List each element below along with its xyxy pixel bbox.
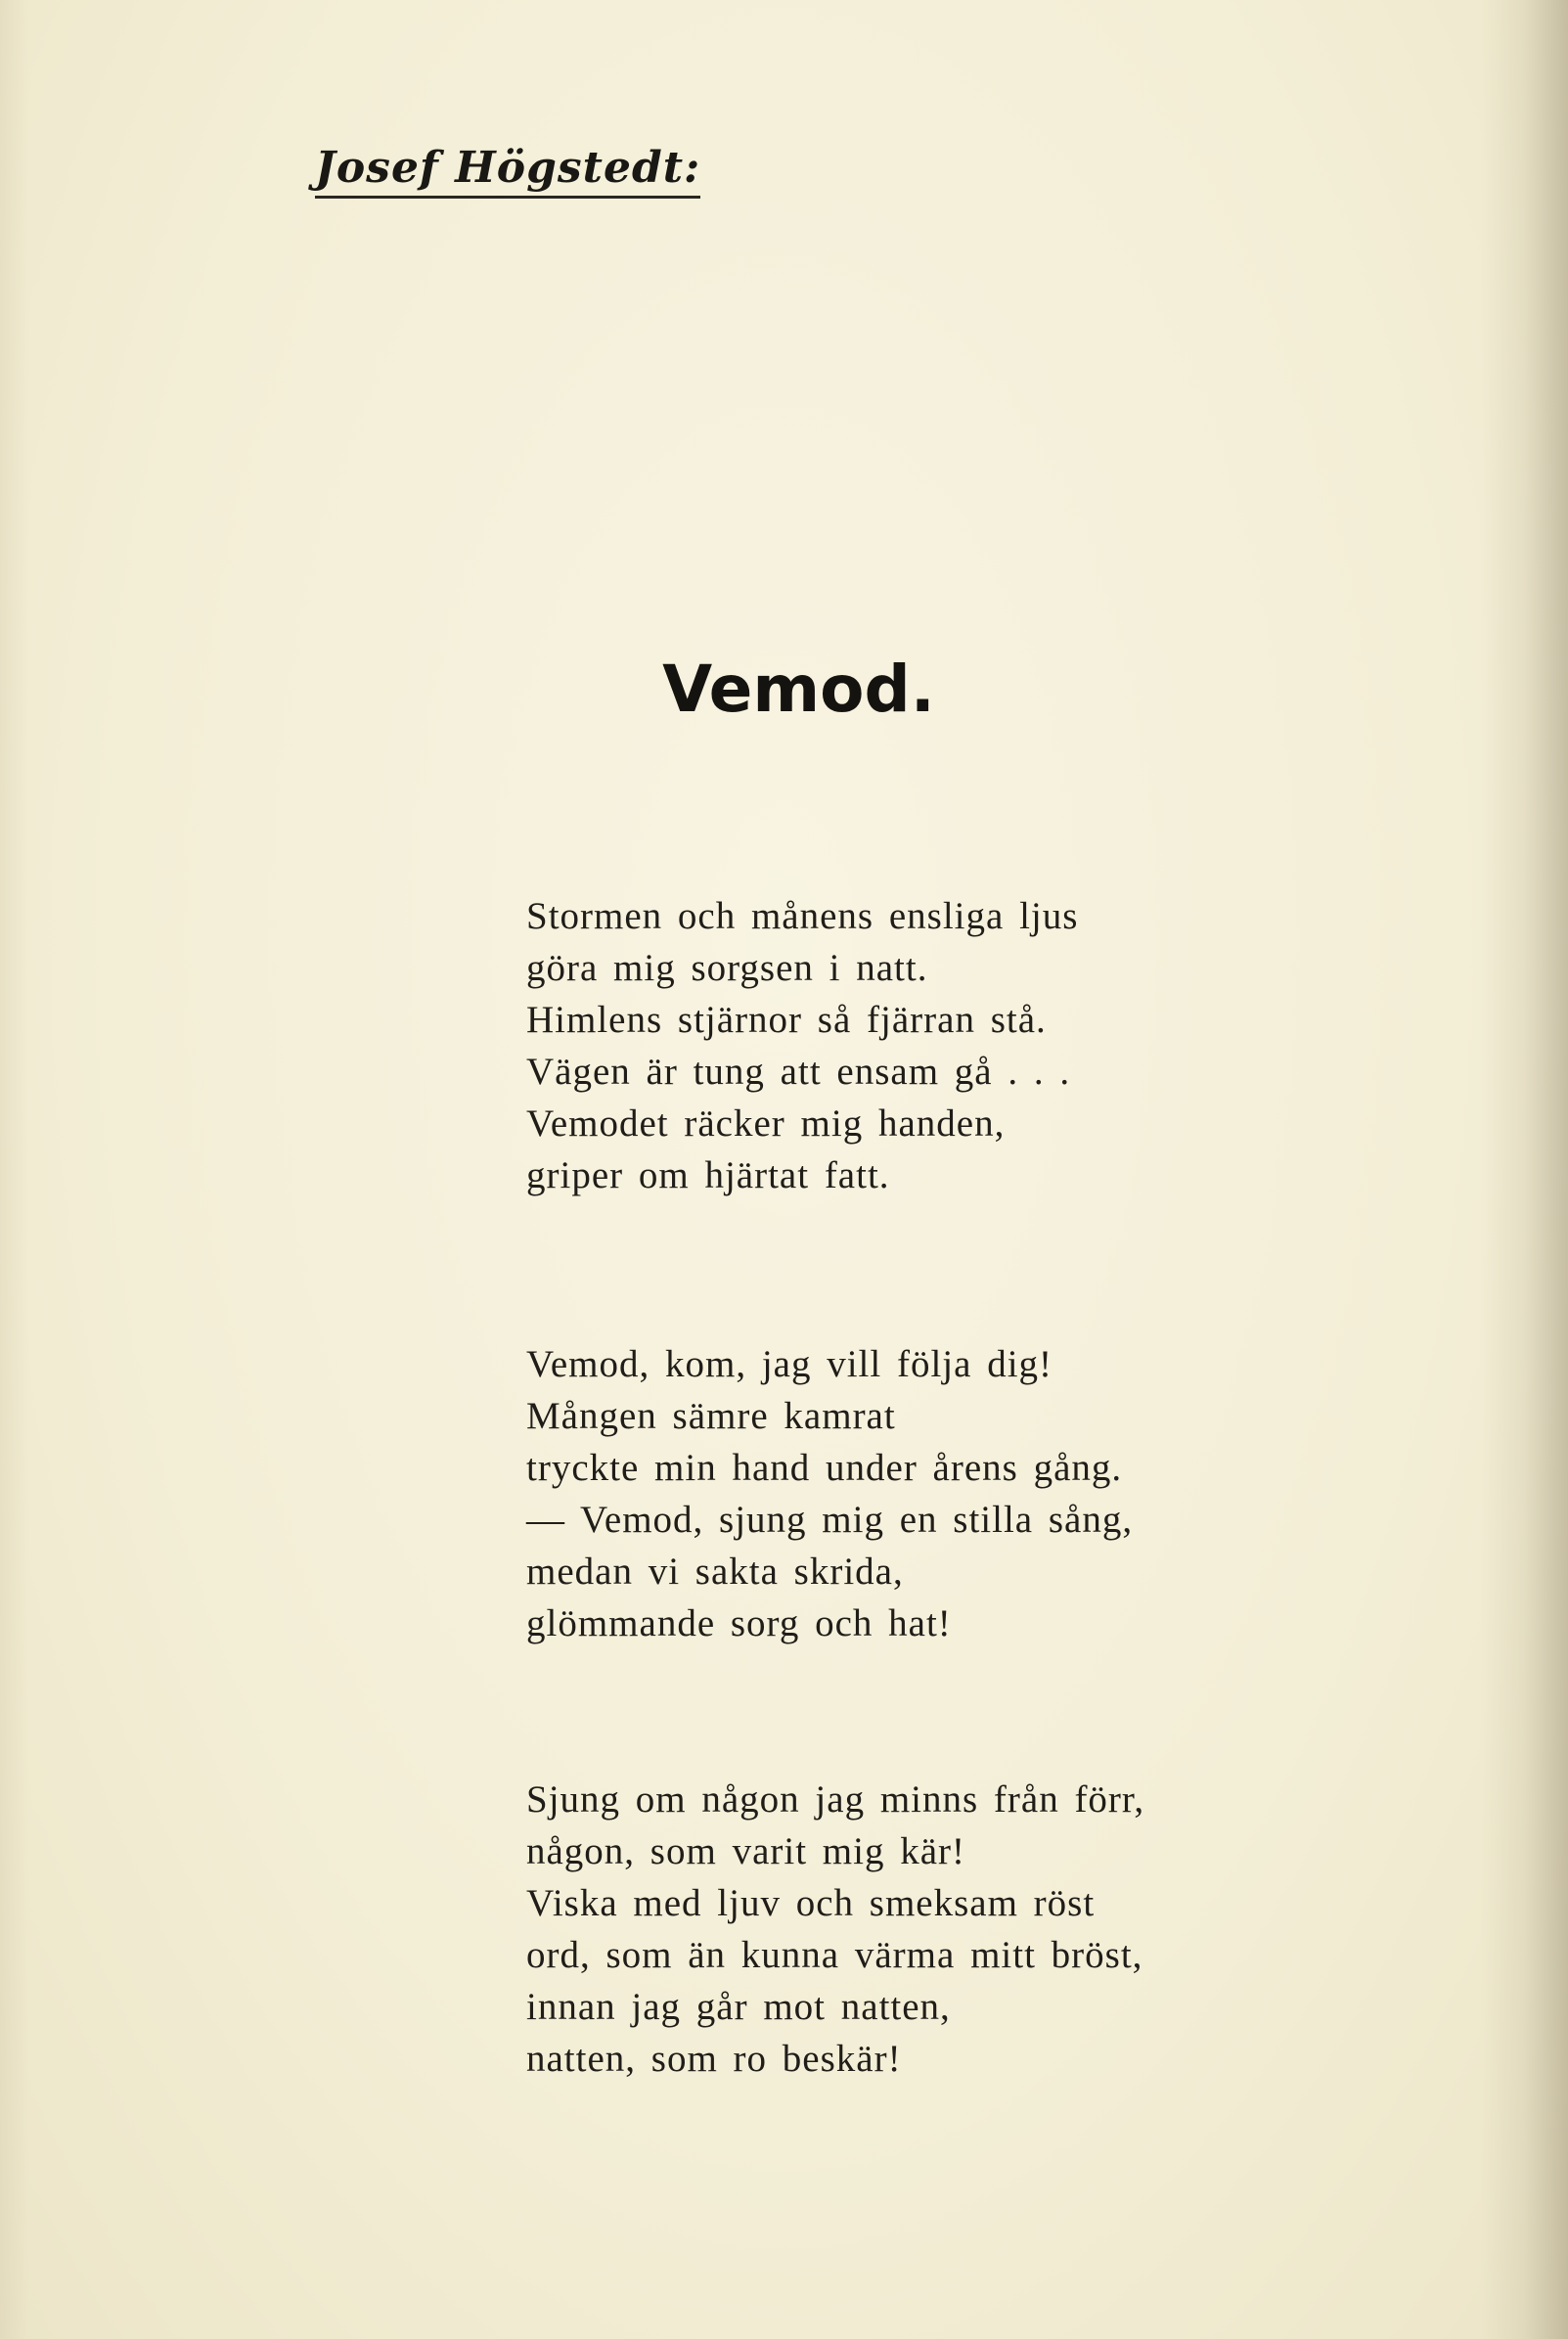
poem-line: tryckte min hand under årens gång. — [526, 1447, 1123, 1489]
poem-line: Stormen och månens ensliga ljus — [526, 895, 1079, 937]
page-binding-shadow — [1480, 0, 1568, 2339]
author-name: Josef Högstedt: — [315, 145, 700, 199]
stanza-1 — [526, 890, 1078, 1201]
stanza-3 — [526, 1774, 1144, 2085]
poem-line: medan vi sakta skrida, — [526, 1551, 904, 1593]
poem-line: innan jag går mot natten, — [526, 1986, 951, 2028]
poem-title: Vemod. — [662, 652, 935, 727]
poem-line: göra mig sorgsen i natt. — [526, 947, 928, 989]
poem-line: någon, som varit mig kär! — [526, 1830, 965, 1872]
stanza-2 — [526, 1338, 1133, 1649]
poem-line: — Vemod, sjung mig en stilla sång, — [526, 1499, 1134, 1541]
poem-line: Himlens stjärnor så fjärran stå. — [526, 999, 1047, 1041]
page-left-edge — [0, 0, 29, 2339]
poem-line: Mången sämre kamrat — [526, 1395, 896, 1437]
poem-line: Sjung om någon jag minns från förr, — [526, 1778, 1145, 1821]
poem-line: glömmande sorg och hat! — [526, 1602, 952, 1644]
poem-line: Vemod, kom, jag vill följa dig! — [526, 1343, 1053, 1385]
poem-line: Vägen är tung att ensam gå . . . — [526, 1051, 1071, 1093]
poem-line: Viska med ljuv och smeksam röst — [526, 1882, 1096, 1924]
poem-line: natten, som ro beskär! — [526, 2038, 902, 2080]
poem-line: Vemodet räcker mig handen, — [526, 1102, 1006, 1145]
poem-line: ord, som än kunna värma mitt bröst, — [526, 1934, 1143, 1976]
poem-line: griper om hjärtat fatt. — [526, 1154, 890, 1196]
